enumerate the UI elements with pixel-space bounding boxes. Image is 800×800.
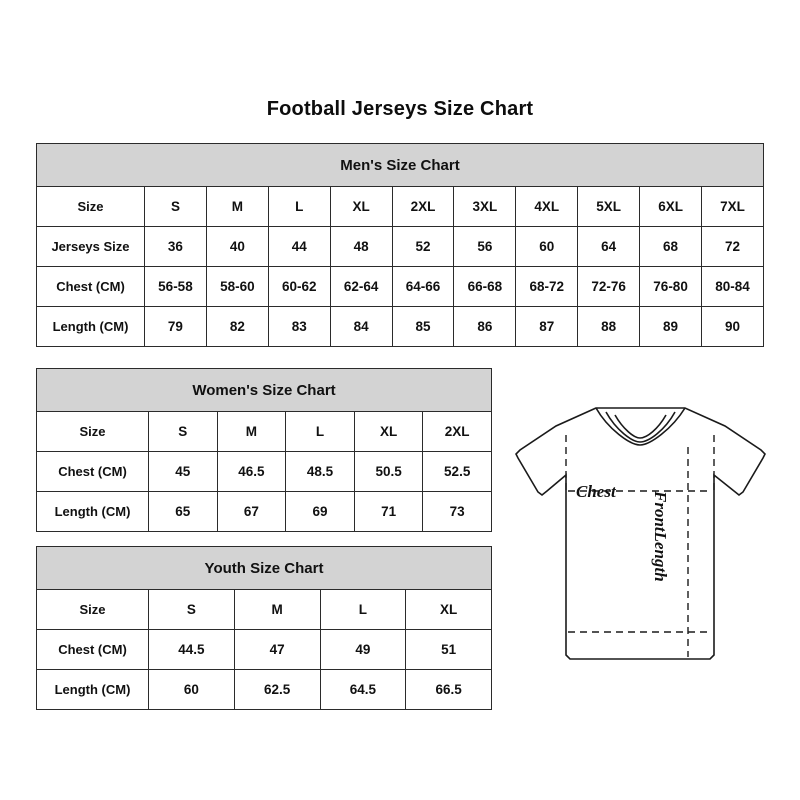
cell: 2XL — [423, 412, 492, 452]
cell: 72 — [702, 227, 764, 267]
cell: 62-64 — [330, 267, 392, 307]
chest-measure-label: Chest — [576, 482, 616, 501]
cell: 86 — [454, 307, 516, 347]
cell: 6XL — [640, 187, 702, 227]
womens-size-table — [36, 368, 492, 532]
cell: 60-62 — [268, 267, 330, 307]
cell: 64-66 — [392, 267, 454, 307]
cell: 60 — [516, 227, 578, 267]
cell: 56-58 — [145, 267, 207, 307]
cell: XL — [330, 187, 392, 227]
cell: 56 — [454, 227, 516, 267]
cell: L — [268, 187, 330, 227]
cell: 68 — [640, 227, 702, 267]
row-label: Chest (CM) — [37, 630, 149, 670]
jersey-outline-icon — [498, 395, 788, 685]
cell: 88 — [578, 307, 640, 347]
table-caption-row — [37, 369, 492, 412]
mens-size-chart — [36, 143, 764, 347]
cell: 82 — [206, 307, 268, 347]
table-row — [37, 227, 764, 267]
cell: M — [206, 187, 268, 227]
cell: 85 — [392, 307, 454, 347]
cell: 49 — [320, 630, 406, 670]
cell: 52.5 — [423, 452, 492, 492]
cell: 76-80 — [640, 267, 702, 307]
cell: 51 — [406, 630, 492, 670]
cell: 7XL — [702, 187, 764, 227]
cell: 87 — [516, 307, 578, 347]
cell: 3XL — [454, 187, 516, 227]
cell: S — [145, 187, 207, 227]
table-row — [37, 630, 492, 670]
cell: 62.5 — [234, 670, 320, 710]
cell: 64.5 — [320, 670, 406, 710]
table-row — [37, 452, 492, 492]
cell: 48.5 — [286, 452, 355, 492]
table-caption-row — [37, 547, 492, 590]
table-row — [37, 590, 492, 630]
table-row — [37, 307, 764, 347]
jersey-measurement-diagram — [498, 395, 788, 685]
cell: 67 — [217, 492, 286, 532]
cell: 60 — [149, 670, 235, 710]
row-label: Jerseys Size — [37, 227, 145, 267]
cell: 45 — [149, 452, 218, 492]
cell: 64 — [578, 227, 640, 267]
youth-size-chart — [36, 546, 492, 710]
cell: 89 — [640, 307, 702, 347]
cell: 83 — [268, 307, 330, 347]
cell: 69 — [286, 492, 355, 532]
cell: 36 — [145, 227, 207, 267]
cell: 46.5 — [217, 452, 286, 492]
cell: 44 — [268, 227, 330, 267]
row-label: Size — [37, 187, 145, 227]
cell: 66.5 — [406, 670, 492, 710]
row-label: Chest (CM) — [37, 267, 145, 307]
cell: 84 — [330, 307, 392, 347]
cell: 47 — [234, 630, 320, 670]
cell: 48 — [330, 227, 392, 267]
cell: 65 — [149, 492, 218, 532]
cell: XL — [406, 590, 492, 630]
table-row — [37, 492, 492, 532]
cell: 44.5 — [149, 630, 235, 670]
row-label: Chest (CM) — [37, 452, 149, 492]
cell: L — [320, 590, 406, 630]
cell: 80-84 — [702, 267, 764, 307]
cell: M — [217, 412, 286, 452]
cell: 79 — [145, 307, 207, 347]
mens-caption: Men's Size Chart — [37, 144, 764, 187]
cell: 68-72 — [516, 267, 578, 307]
page-title: Football Jerseys Size Chart — [266, 98, 534, 120]
cell: 4XL — [516, 187, 578, 227]
womens-size-chart — [36, 368, 492, 532]
row-label: Size — [37, 590, 149, 630]
row-label: Length (CM) — [37, 670, 149, 710]
cell: 5XL — [578, 187, 640, 227]
youth-size-table — [36, 546, 492, 710]
table-caption-row — [37, 144, 764, 187]
table-row — [37, 670, 492, 710]
cell: L — [286, 412, 355, 452]
cell: 50.5 — [354, 452, 423, 492]
cell: 58-60 — [206, 267, 268, 307]
cell: 40 — [206, 227, 268, 267]
row-label: Length (CM) — [37, 307, 145, 347]
cell: XL — [354, 412, 423, 452]
cell: S — [149, 590, 235, 630]
cell: 72-76 — [578, 267, 640, 307]
table-row — [37, 412, 492, 452]
womens-caption: Women's Size Chart — [37, 369, 492, 412]
front-length-measure-label: FrontLength — [651, 491, 670, 582]
cell: 90 — [702, 307, 764, 347]
cell: 66-68 — [454, 267, 516, 307]
cell: 2XL — [392, 187, 454, 227]
cell: 73 — [423, 492, 492, 532]
row-label: Size — [37, 412, 149, 452]
row-label: Length (CM) — [37, 492, 149, 532]
cell: 71 — [354, 492, 423, 532]
cell: S — [149, 412, 218, 452]
cell: M — [234, 590, 320, 630]
table-row — [37, 267, 764, 307]
youth-caption: Youth Size Chart — [37, 547, 492, 590]
cell: 52 — [392, 227, 454, 267]
table-row — [37, 187, 764, 227]
mens-size-table — [36, 143, 764, 347]
